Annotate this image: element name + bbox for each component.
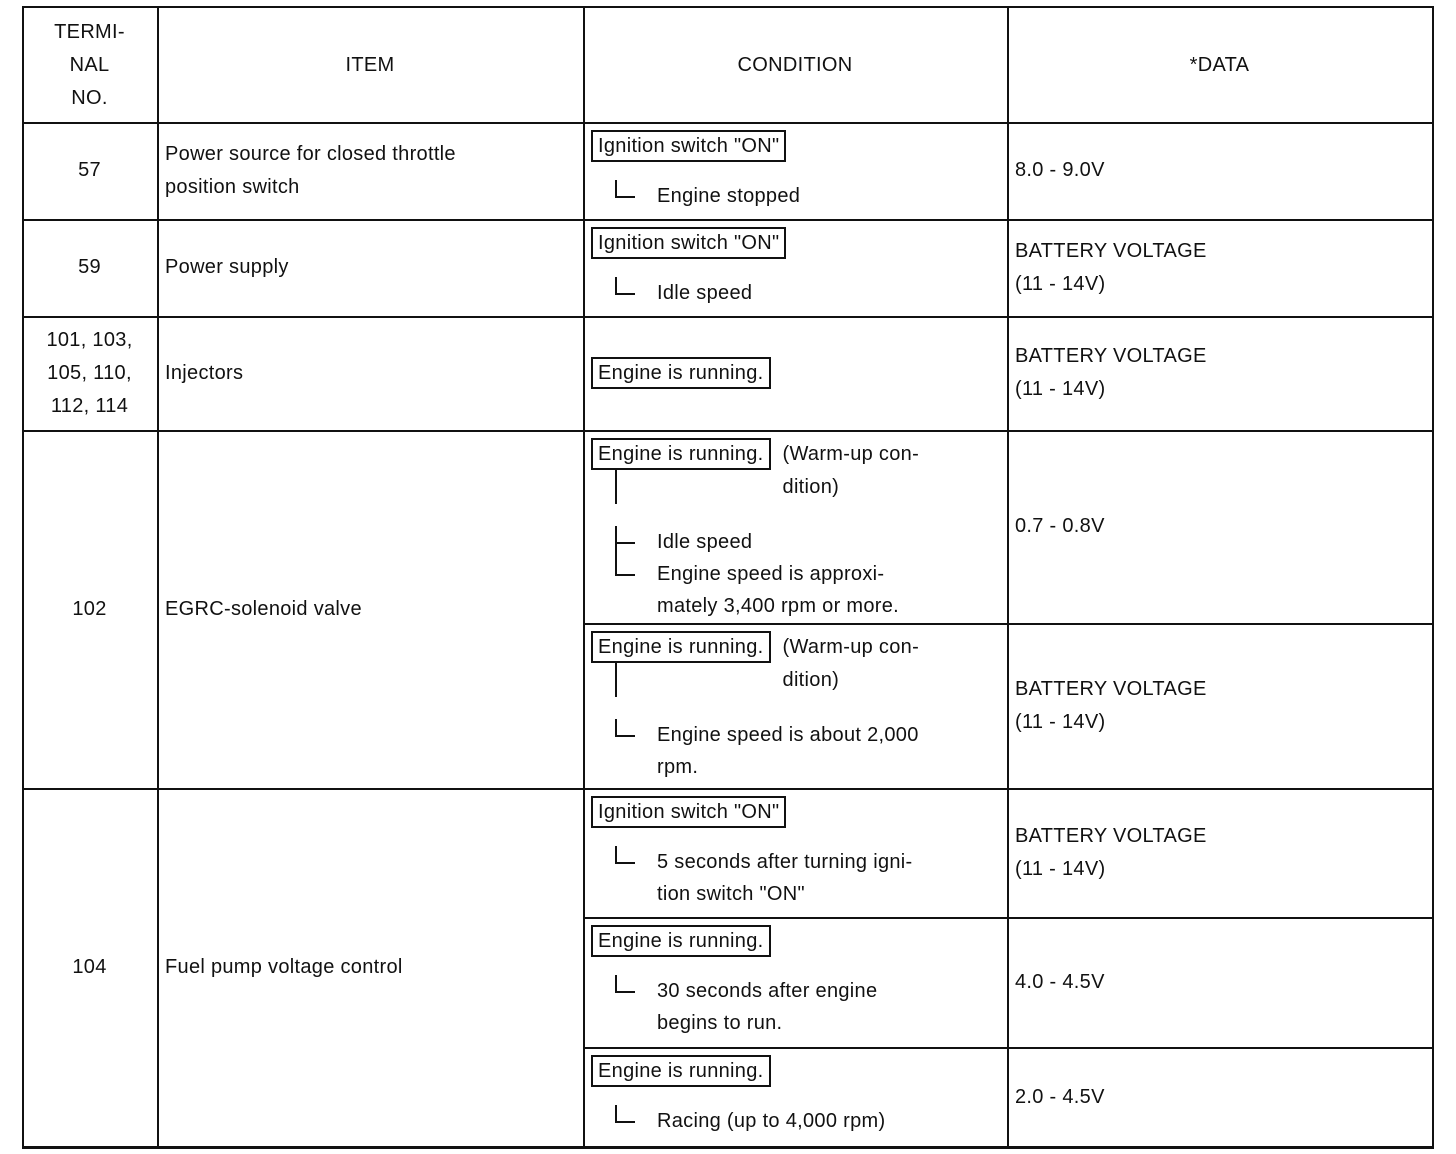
- condition-header: [591, 1055, 1007, 1087]
- data-value: BATTERY VOLTAGE (11 - 14V): [1015, 345, 1207, 400]
- condition-cell: [583, 917, 1007, 1047]
- data-value: BATTERY VOLTAGE (11 - 14V): [1015, 239, 1207, 295]
- terminal-number: 59: [78, 256, 101, 278]
- terminal-number: 57: [78, 159, 101, 181]
- item-name: Power supply: [165, 256, 289, 278]
- condition-substeps: [657, 526, 1007, 622]
- condition-header: [591, 631, 1007, 697]
- condition-cell: [583, 430, 1007, 623]
- terminal-number: 101, 103, 105, 110, 112, 114: [46, 328, 133, 417]
- item-name: EGRC-solenoid valve: [165, 597, 362, 620]
- condition-substep: Idle speed: [657, 277, 1007, 309]
- condition-substeps: [657, 846, 1007, 910]
- condition-box: Ignition switch "ON": [591, 796, 786, 828]
- header-condition: CONDITION: [737, 53, 853, 76]
- data-value: 8.0 - 9.0V: [1015, 159, 1105, 181]
- condition-box: Engine is running.: [591, 357, 771, 389]
- condition-box: Engine is running.: [591, 925, 771, 957]
- condition-header: [591, 925, 1007, 957]
- condition-content: [591, 925, 1007, 1039]
- condition-box: Engine is running.: [591, 1055, 771, 1087]
- condition-content: [591, 1055, 1007, 1137]
- column-divider: [1432, 6, 1434, 1149]
- row-divider: [22, 1146, 1434, 1149]
- condition-substep: Engine speed is about 2,000 rpm.: [657, 719, 1007, 783]
- condition-header: [591, 796, 1007, 828]
- condition-substep: Idle speed: [657, 526, 1007, 558]
- condition-substep: 5 seconds after turning igni- tion switch "ON": [657, 846, 1007, 910]
- column-divider: [22, 6, 24, 1149]
- condition-cell: [583, 219, 1007, 316]
- condition-content: [591, 130, 1007, 212]
- condition-box: Ignition switch "ON": [591, 130, 786, 162]
- data-value: 4.0 - 4.5V: [1015, 970, 1105, 993]
- condition-note: (Warm-up con- dition): [782, 443, 920, 498]
- condition-cell: [583, 1047, 1007, 1147]
- column-divider: [1007, 6, 1009, 1149]
- condition-cell: [583, 788, 1007, 917]
- condition-content: [591, 438, 1007, 622]
- condition-header: [591, 130, 1007, 162]
- condition-substeps: [657, 719, 1007, 783]
- data-value: BATTERY VOLTAGE (11 - 14V): [1015, 677, 1207, 733]
- condition-content: [591, 631, 1007, 783]
- condition-content: [591, 357, 771, 389]
- condition-header: [591, 227, 1007, 259]
- item-name: Power source for closed throttle position switch: [165, 142, 456, 198]
- condition-substep: Engine speed is approxi- mately 3,400 rpm or more.: [657, 558, 1007, 622]
- data-value: BATTERY VOLTAGE (11 - 14V): [1015, 824, 1207, 880]
- item-name: Fuel pump voltage control: [165, 956, 403, 978]
- condition-note: (Warm-up con- dition): [782, 636, 920, 691]
- condition-content: [591, 227, 1007, 309]
- condition-substep: 30 seconds after engine begins to run.: [657, 975, 1007, 1039]
- condition-substeps: [657, 277, 1007, 309]
- header-item: ITEM: [345, 53, 395, 76]
- condition-cell: [583, 623, 1007, 788]
- terminal-number: 104: [72, 956, 107, 978]
- header-data: *DATA: [1189, 53, 1250, 76]
- terminal-number: 102: [72, 597, 107, 620]
- data-value: 2.0 - 4.5V: [1015, 1085, 1105, 1108]
- condition-box: Engine is running.: [591, 631, 771, 663]
- column-divider: [157, 6, 159, 1149]
- condition-substeps: [657, 1105, 1007, 1137]
- data-value: 0.7 - 0.8V: [1015, 515, 1105, 537]
- column-divider: [583, 6, 585, 1149]
- condition-cell: [583, 122, 1007, 219]
- condition-substeps: [657, 180, 1007, 212]
- condition-header: [591, 357, 771, 389]
- condition-box: Ignition switch "ON": [591, 227, 786, 259]
- condition-content: [591, 796, 1007, 910]
- header-terminal: TERMI- NAL NO.: [54, 20, 125, 109]
- condition-header: [591, 438, 1007, 504]
- condition-substeps: [657, 975, 1007, 1039]
- condition-substep: Racing (up to 4,000 rpm): [657, 1105, 1007, 1137]
- item-name: Injectors: [165, 361, 244, 384]
- condition-substep: Engine stopped: [657, 180, 1007, 212]
- condition-box: Engine is running.: [591, 438, 771, 470]
- condition-cell: [583, 316, 1007, 430]
